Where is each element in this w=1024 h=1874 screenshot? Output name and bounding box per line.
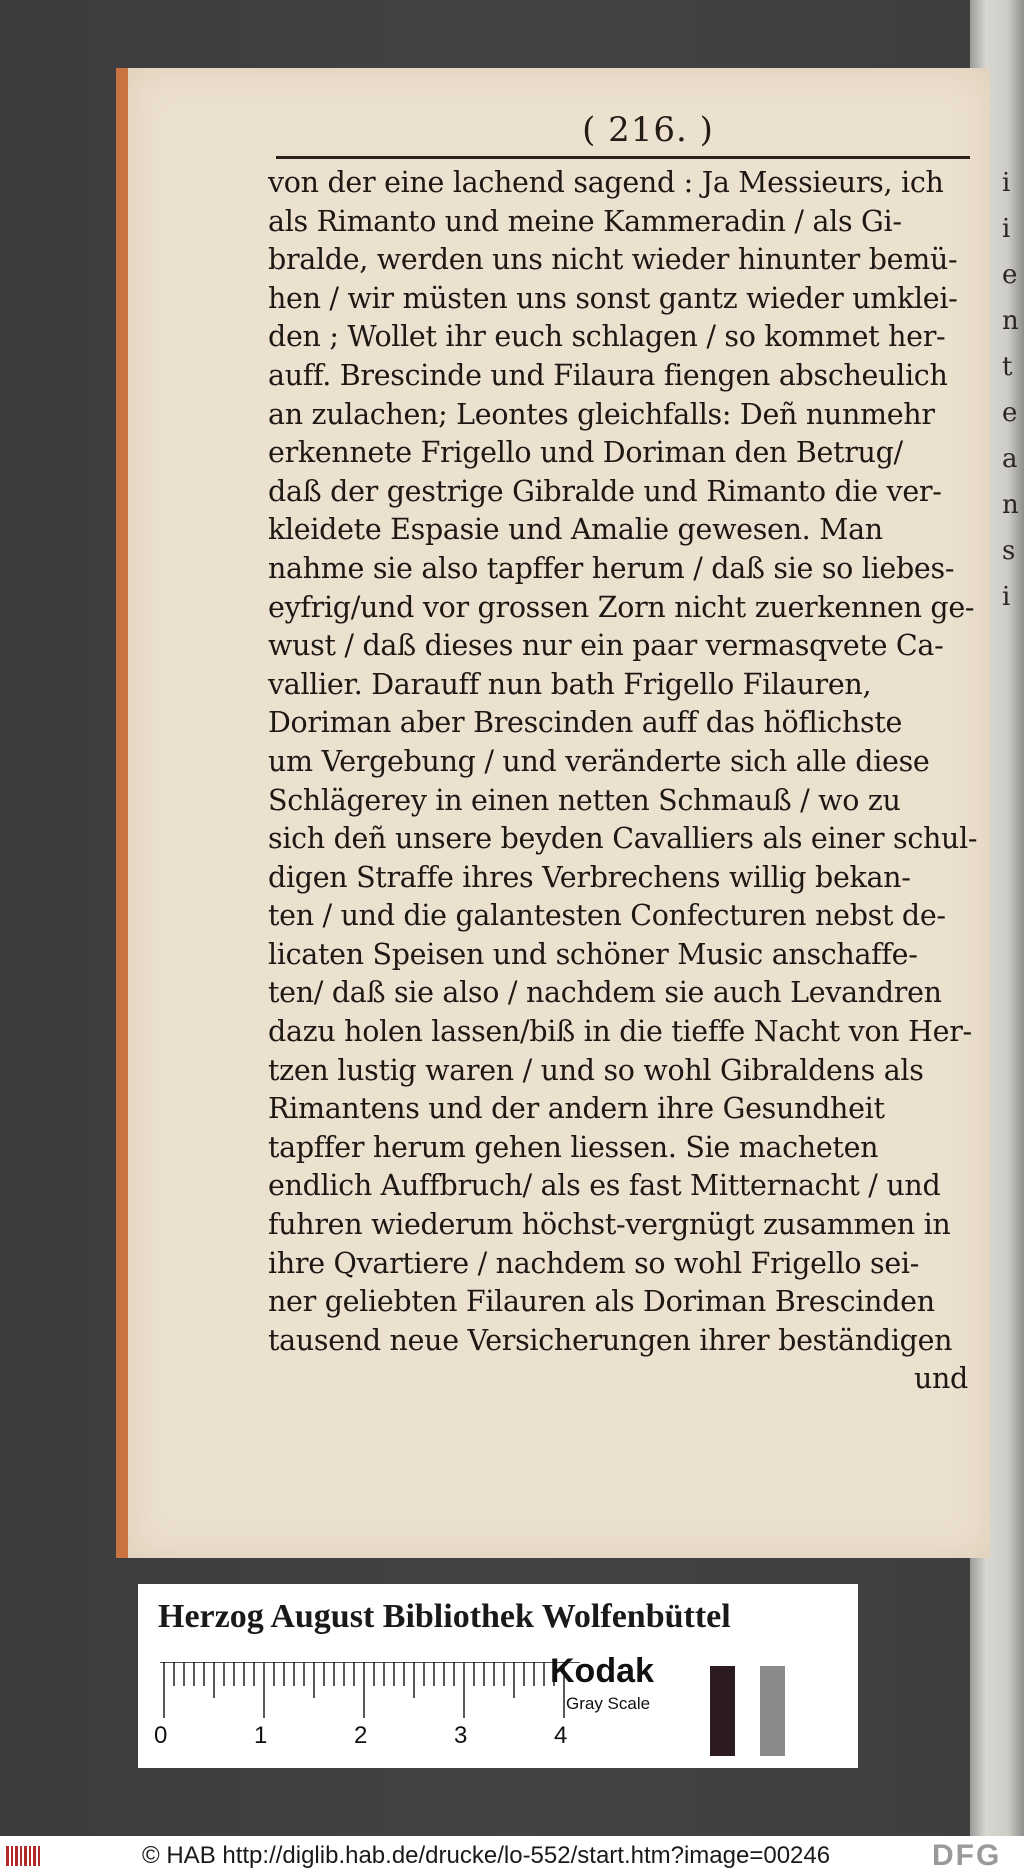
text-line: von der eine lachend sagend : Ja Messieurs, ich <box>268 166 944 199</box>
gray-scale-label: Gray Scale <box>566 1694 651 1713</box>
text-line: den ; Wollet ihr euch schlagen / so kommet her- <box>268 320 946 354</box>
text-line: fuhren wiederum höchst-vergnügt zusammen in <box>268 1208 951 1242</box>
adjacent-page-glyphs <box>1002 160 1022 620</box>
adjacent-glyph: e <box>1002 260 1018 290</box>
text-line: an zulachen; Leontes gleichfalls: Deñ nunmehr <box>268 397 935 431</box>
text-line: sich deñ unsere beyden Cavalliers als einer schul- <box>268 822 978 856</box>
ruler-number: 1 <box>254 1722 268 1749</box>
text-line: daß der gestrige Gibralde und Rimanto die ver- <box>268 474 942 508</box>
ruler-number: 2 <box>354 1722 368 1749</box>
ruler-scale <box>160 1662 580 1718</box>
ruler-number: 0 <box>154 1722 168 1749</box>
footer-url-link[interactable]: © HAB http://diglib.hab.de/drucke/lo-552/start.htm?image=00246 <box>142 1842 831 1869</box>
text-line: als Rimanto und meine Kammeradin / als Gi- <box>268 204 902 238</box>
library-name: Herzog August Bibliothek Wolfenbüttel <box>158 1598 731 1635</box>
text-line: um Vergebung / und veränderte sich alle diese <box>268 744 930 778</box>
text-line: kleidete Espasie und Amalie gewesen. Man <box>268 513 883 547</box>
adjacent-glyph: e <box>1002 398 1018 428</box>
text-line: Doriman aber Brescinden auff das höflichste <box>268 706 903 740</box>
book-page <box>116 68 990 1558</box>
adjacent-glyph: i <box>1002 168 1011 198</box>
library-color-card <box>138 1584 858 1768</box>
text-line: wust / daß dieses nur ein paar vermasqvete Ca- <box>268 629 944 663</box>
gray-swatch <box>760 1666 785 1756</box>
text-line: dazu holen lassen/biß in die tieffe Nacht von Her- <box>268 1015 972 1049</box>
text-line: vallier. Darauff nun bath Frigello Filauren, <box>268 667 872 701</box>
dfg-logo: DFG <box>932 1839 1002 1872</box>
text-line: endlich Auffbruch/ als es fast Mitternacht / und <box>268 1169 941 1203</box>
adjacent-glyph: n <box>1002 490 1019 520</box>
text-line: ten / und die galantesten Confecturen nebst de- <box>268 899 946 933</box>
ruler-number: 3 <box>454 1722 468 1749</box>
adjacent-glyph: n <box>1002 306 1019 336</box>
gray-swatch <box>710 1666 735 1756</box>
text-line: hen / wir müsten uns sonst gantz wieder umklei- <box>268 281 958 315</box>
text-line: bralde, werden uns nicht wieder hinunter bemü- <box>268 243 958 277</box>
adjacent-glyph: i <box>1002 582 1011 612</box>
hab-logo-icon <box>6 1844 46 1868</box>
text-line: licaten Speisen und schöner Music anschaffe- <box>268 937 918 971</box>
gray-swatches <box>710 1666 810 1756</box>
ruler-number: 4 <box>554 1722 568 1749</box>
text-line: digen Straffe ihres Verbrechens willig bekan- <box>268 860 911 894</box>
text-line: ihre Qvartiere / nachdem so wohl Frigello sei- <box>268 1246 920 1280</box>
text-line: tausend neue Versicherungen ihrer beständigen <box>268 1323 953 1357</box>
text-line: tzen lustig waren / und so wohl Gibraldens als <box>268 1053 924 1087</box>
footer-bar <box>0 1836 1024 1874</box>
adjacent-glyph: a <box>1002 444 1018 474</box>
gray-swatch <box>785 1666 810 1756</box>
text-line: erkennete Frigello und Doriman den Betrug/ <box>268 436 903 470</box>
text-line: auff. Brescinde und Filaura fiengen abscheulich <box>268 358 948 392</box>
text-line: ner geliebten Filauren als Doriman Brescinden <box>268 1285 935 1319</box>
adjacent-glyph: i <box>1002 214 1011 244</box>
text-line: Schlägerey in einen netten Schmauß / wo zu <box>268 783 901 817</box>
text-line: tapffer herum gehen liessen. Sie macheten <box>268 1130 879 1164</box>
header-rule <box>276 156 970 159</box>
text-line: ten/ daß sie also / nachdem sie auch Levandren <box>268 976 942 1010</box>
adjacent-glyph: t <box>1002 352 1013 382</box>
catchword: und <box>913 1362 968 1396</box>
page-number: ( 216. ) <box>582 110 714 150</box>
adjacent-glyph: s <box>1002 536 1016 566</box>
page-text <box>268 164 978 1399</box>
text-line: Rimantens und der andern ihre Gesundheit <box>268 1092 885 1126</box>
text-line: nahme sie also tapffer herum / daß sie so liebes- <box>268 551 955 585</box>
kodak-logo-text: Kodak <box>550 1652 654 1690</box>
text-line: eyfrig/und vor grossen Zorn nicht zuerkennen ge- <box>268 590 975 624</box>
gray-swatch <box>735 1666 760 1756</box>
